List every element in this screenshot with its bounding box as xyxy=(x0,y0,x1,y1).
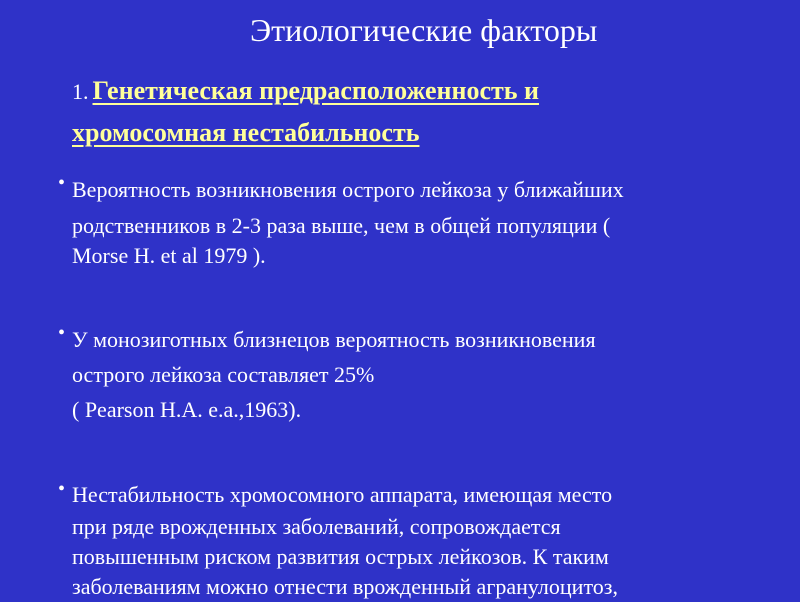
bullet-text-line: острого лейкоза составляет 25% xyxy=(72,362,375,387)
bullet-text-line: Morse H. et al 1979 ). xyxy=(72,243,266,268)
bullet-item xyxy=(58,322,778,427)
bullet-item xyxy=(58,172,778,271)
subheading-line-2: хромосомная нестабильность xyxy=(72,118,420,147)
bullet-marker-icon: • xyxy=(58,172,66,194)
bullet-marker-icon: • xyxy=(58,478,66,500)
bullet-text-line: при ряде врожденных заболеваний, сопровождается xyxy=(72,514,561,539)
bullet-text-line: У монозиготных близнецов вероятность возникновения xyxy=(72,327,596,352)
bullet-text-line: родственников в 2-3 раза выше, чем в общей популяции ( xyxy=(72,213,611,238)
bullet-text-line: Вероятность возникновения острого лейкоза у ближайших xyxy=(72,177,624,202)
section-subheading xyxy=(72,72,712,152)
bullet-marker-icon: • xyxy=(58,322,66,344)
bullet-text-line: Нестабильность хромосомного аппарата, имеющая место xyxy=(72,482,613,507)
bullet-item xyxy=(58,478,778,602)
subheading-line-1: Генетическая предрасположенность и xyxy=(92,76,540,105)
bullet-text-line: заболеваниям можно отнести врожденный агранулоцитоз, xyxy=(72,574,618,599)
bullet-text-line: ( Pearson H.A. e.a.,1963). xyxy=(72,397,302,422)
bullet-text-line: повышенным риском развития острых лейкозов. К таким xyxy=(72,544,609,569)
subheading-number: 1. xyxy=(72,79,89,104)
slide-title: Этиологические факторы xyxy=(250,12,598,48)
